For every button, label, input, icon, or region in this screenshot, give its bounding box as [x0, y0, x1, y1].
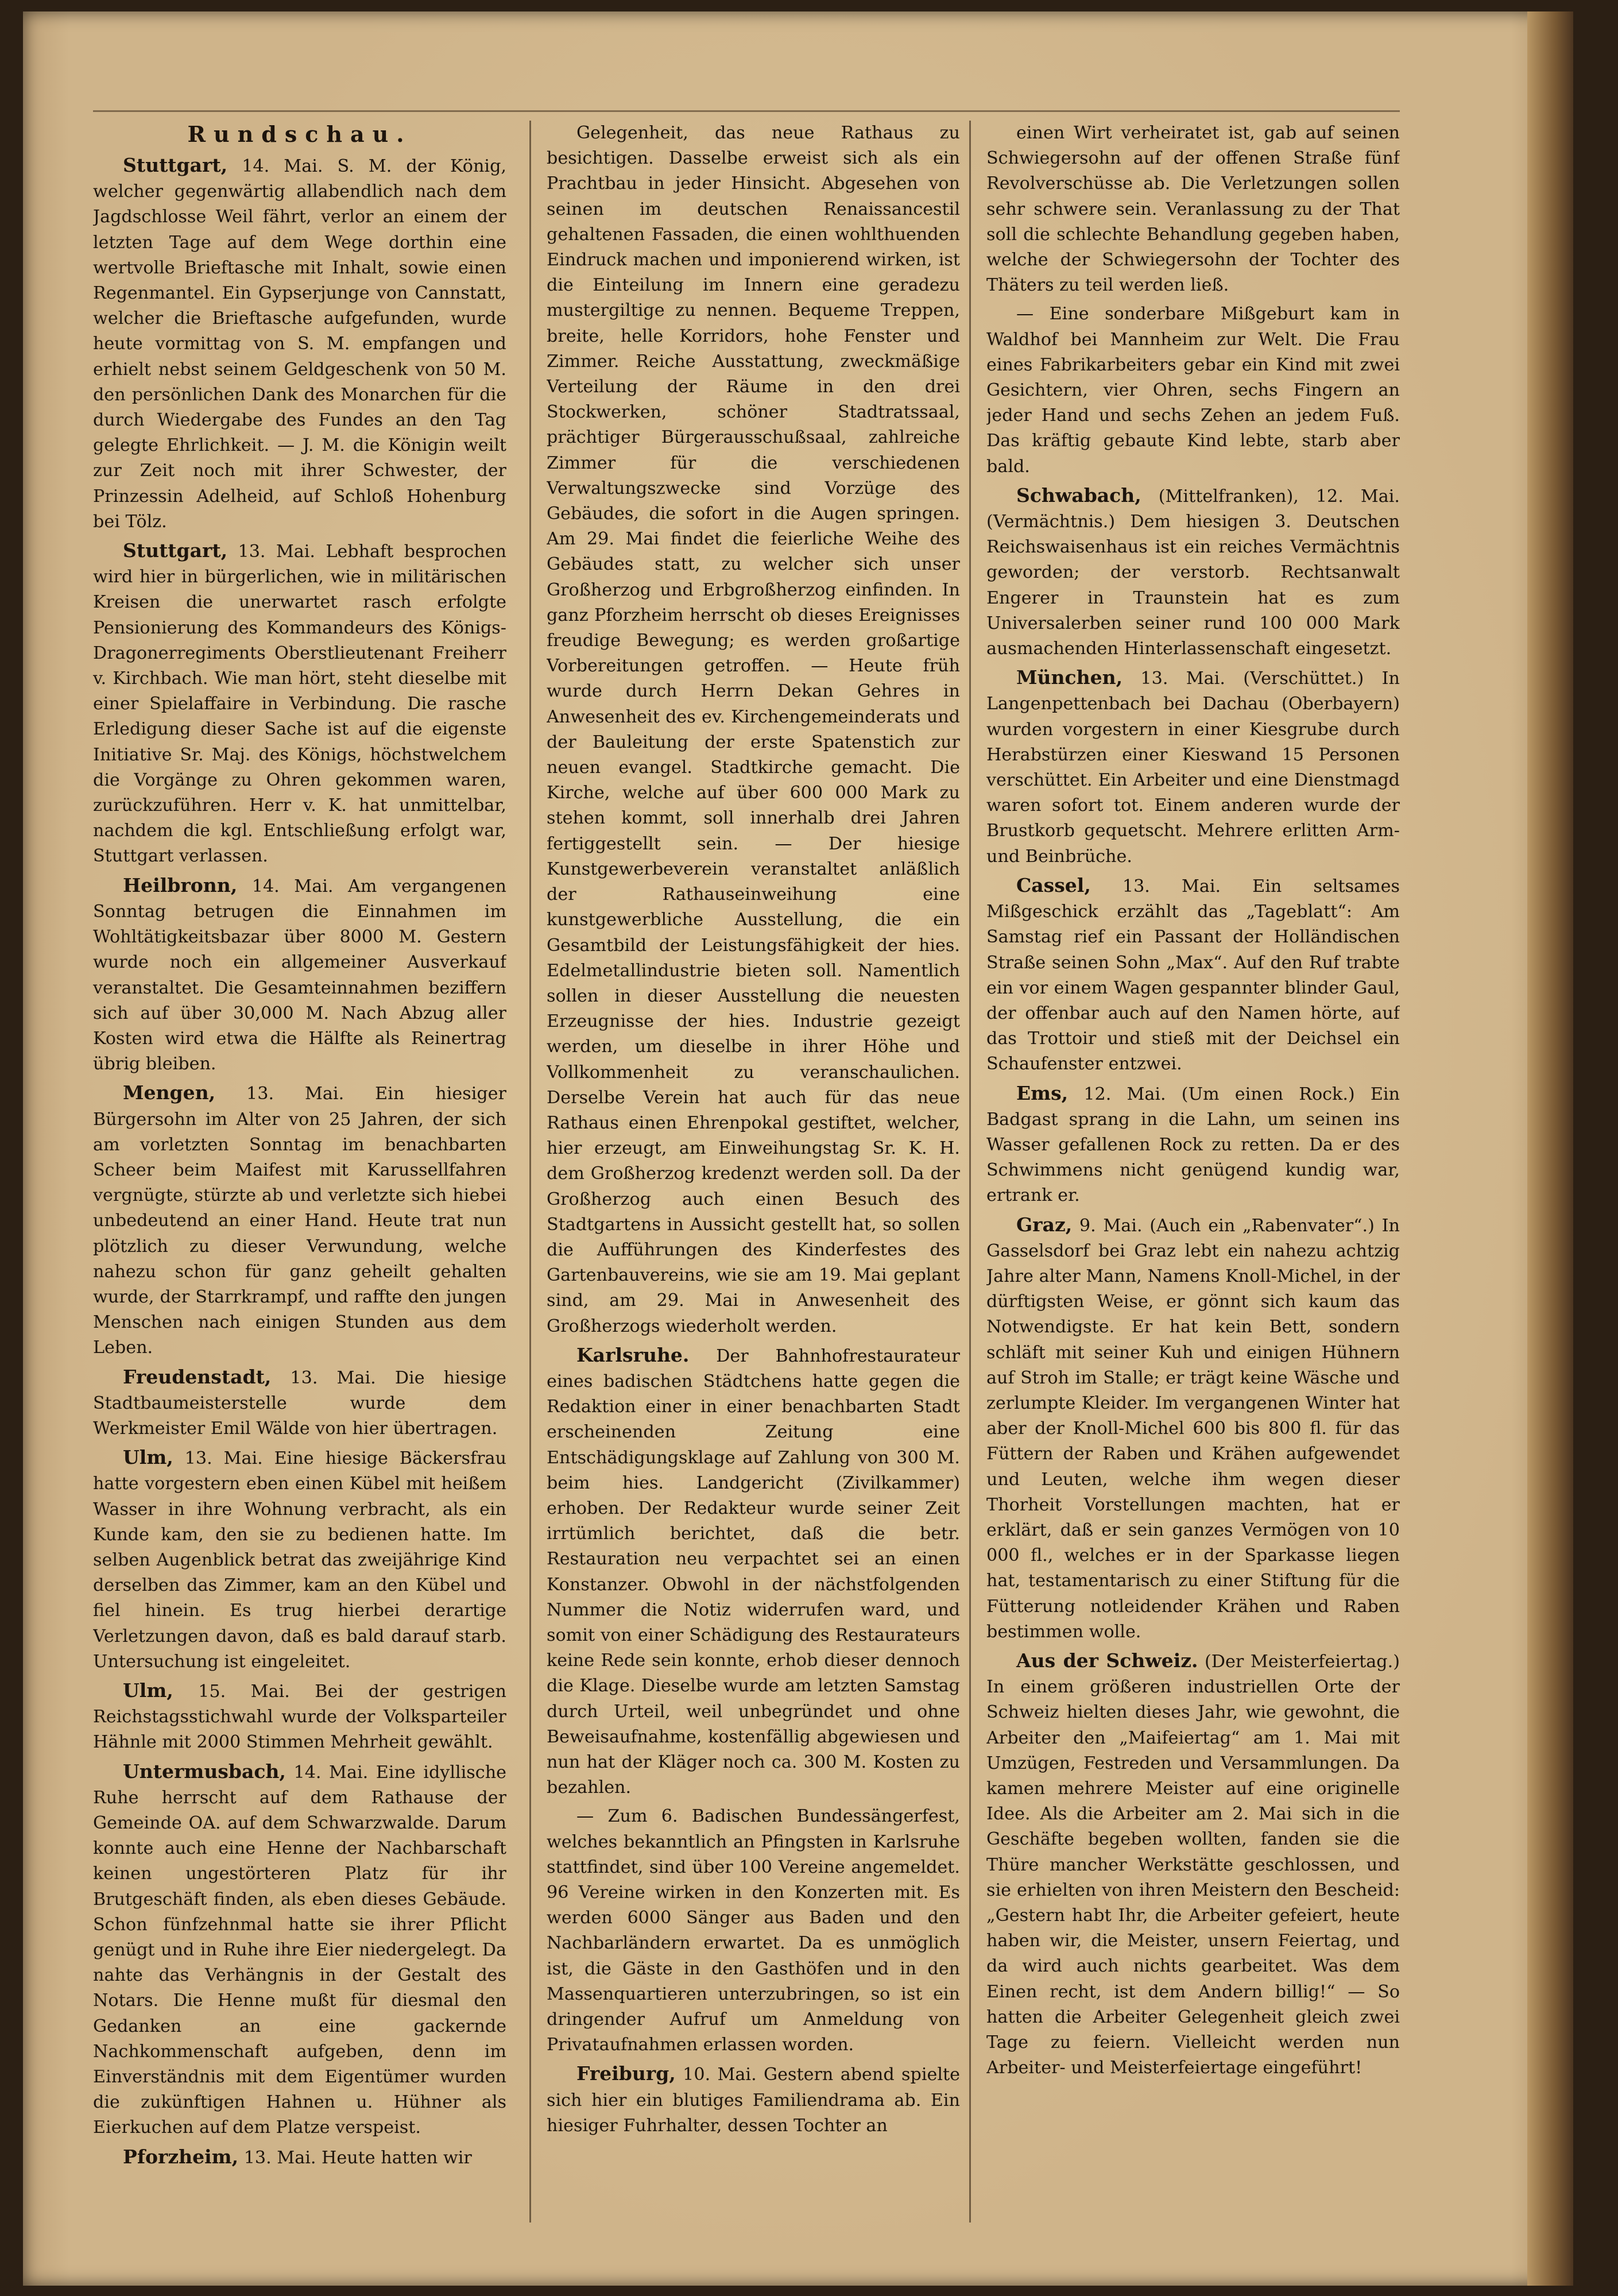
news-text: Der Bahnhofrestaurateur eines badischen Städtchens hatte gegen die Redaktion einer in einer benachbarten Stadt erscheinenden Zeitung eine Entschädigungsklage auf Zahlung von 300 M. beim hies. Landgericht (Zivilkammer) erhoben. Der Redakteur wurde seiner Zeit irrtümlich berichtet, daß die betr. Restauration neu verpachtet sei an einen Konstanzer. Obwohl in der nächstfolgenden Nummer die Notiz widerrufen ward, und somit von einer Schädigung des Restaurateurs keine Rede sein konnte, erhob dieser dennoch die Klage. Dieselbe wurde am letzten Samstag durch Urteil, weil unbegründet und ohne Beweisaufnahme, kostenfällig abgewiesen und nun hat der Kläger noch ca. 300 M. Kosten zu bezahlen.: [547, 1346, 960, 1798]
dateline: Pforzheim,: [123, 2145, 239, 2168]
column-divider-1: [529, 121, 531, 2222]
dateline: Untermusbach,: [123, 1760, 286, 1783]
dateline: Ems,: [1016, 1081, 1069, 1104]
news-item: [547, 1343, 960, 1801]
news-item: [986, 1081, 1400, 1209]
dateline: Mengen,: [123, 1081, 216, 1104]
news-text: 15. Mai. Bei der gestrigen Reichstagsstichwahl wurde der Volksparteiler Hähnle mit 2000 Stimmen Mehrheit gewählt.: [93, 1681, 506, 1753]
news-item: [93, 538, 506, 869]
news-text: Gelegenheit, das neue Rathaus zu besichtigen. Dasselbe erweist sich als ein Prachtbau in jeder Hinsicht. Abgesehen von seinen im deutschen Renaissancestil gehaltenen Fassaden, die einen wohlthuenden Eindruck machen und imponierend wirken, ist die Einteilung im Innern eine geradezu mustergiltige zu nennen. Bequeme Treppen, breite, helle Korridors, hohe Fenster und Zimmer. Reiche Ausstattung, zweckmäßige Verteilung der Räume in den drei Stockwerken, schöner Stadtratssaal, prächtiger Bürgerausschußsaal, zahlreiche Zimmer für die verschiedenen Verwaltungszwecke sind Vorzüge des Gebäudes, die sofort in die Augen springen. Am 29. Mai findet die feierliche Weihe des Gebäudes statt, zu welcher sich unser Großherzog und Erbgroßherzog einfinden. In ganz Pforzheim herrscht ob dieses Ereignisses freudige Bewegung; es werden großartige Vorbereitungen getroffen. — Heute früh wurde durch Herrn Dekan Gehres in Anwesenheit des ev. Kirchengemeinderats und der Bauleitung der erste Spatenstich zur neuen evangel. Stadtkirche gemacht. Die Kirche, welche auf über 600 000 Mark zu stehen kommt, soll innerhalb drei Jahren fertiggestellt sein. — Der hiesige Kunstgewerbeverein veranstaltet anläßlich der Rathauseinweihung eine kunstgewerbliche Ausstellung, die ein Gesamtbild der Leistungsfähigkeit der hies. Edelmetallindustrie bieten soll. Namentlich sollen in dieser Ausstellung die neuesten Erzeugnisse der hies. Industrie gezeigt werden, um dieselbe in ihrer Höhe und Vollkommenheit zu veranschaulichen. Derselbe Verein hat auch für das neue Rathaus einen Ehrenpokal gestiftet, welcher, hier erzeugt, am Einweihungstag Sr. K. H. dem Großherzog kredenzt werden soll. Da der Großherzog auch einen Besuch des Stadtgartens in Aussicht gestellt hat, so sollen die Aufführungen des Kinderfestes des Gartenbauvereins, wie sie am 19. Mai geplant sind, am 29. Mai in Anwesenheit des Großherzogs wiederholt werden.: [547, 123, 960, 1336]
news-item: [93, 2144, 506, 2171]
newspaper-page: [23, 11, 1573, 2286]
dateline: Karlsruhe.: [576, 1343, 690, 1366]
news-text: 12. Mai. (Um einen Rock.) Ein Badgast sprang in die Lahn, um seinen ins Wasser gefallenen Rock zu retten. Da er des Schwimmens nicht genügend kundig war, ertrank er.: [986, 1084, 1400, 1206]
news-item: [93, 153, 506, 535]
news-text: 13. Mai. Ein seltsames Mißgeschick erzählt das „Tageblatt“: Am Samstag rief ein Passant der Holländischen Straße seinen Sohn „Max“. Auf den Ruf trabte ein vor einem Wagen gespannter blinder Gaul, der offenbar auch auf den Namen hörte, auf das Trottoir und stieß mit der Deichsel ein Schaufenster entzwei.: [986, 876, 1400, 1074]
news-text: 13. Mai. Eine hiesige Bäckersfrau hatte vorgestern eben einen Kübel mit heißem Wasser in ihre Wohnung verbracht, als ein Kunde kam, den sie zu bedienen hatte. Im selben Augenblick betrat das zweijährige Kind derselben das Zimmer, kam an den Kübel und fiel hinein. Es trug hierbei derartige Verletzungen davon, daß es bald darauf starb. Untersuchung ist eingeleitet.: [93, 1448, 506, 1672]
news-text: 13. Mai. (Verschüttet.) In Langenpettenbach bei Dachau (Oberbayern) wurden vorgestern in einer Kiesgrube durch Herabstürzen einer Kieswand 15 Personen verschüttet. Ein Arbeiter und eine Dienstmagd waren sofort tot. Einem anderen wurde der Brustkorb gequetscht. Mehrere erlitten Arm- und Beinbrüche.: [986, 668, 1400, 867]
news-item: [93, 1080, 506, 1360]
column-3-articles: [986, 121, 1400, 2081]
news-text: 14. Mai. Am vergangenen Sonntag betrugen die Einnahmen im Wohltätigkeitsbazar über 8000 M. Gestern wurde noch ein allgemeiner Ausverkauf veranstaltet. Die Gesamteinnahmen beziffern sich auf über 30,000 M. Nach Abzug aller Kosten wird etwa die Hälfte als Reinertrag übrig bleiben.: [93, 876, 506, 1074]
news-item: [986, 665, 1400, 869]
news-item: [547, 2061, 960, 2139]
news-item: [986, 1648, 1400, 2081]
dateline: Stuttgart,: [123, 154, 228, 176]
dateline: Freiburg,: [576, 2062, 676, 2085]
section-title: Rundschau.: [187, 121, 412, 147]
dateline: Freudenstadt,: [123, 1365, 272, 1388]
news-text: 9. Mai. (Auch ein „Rabenvater“.) In Gasselsdorf bei Graz lebt ein nahezu achtzig Jahre alter Mann, Namens Knoll-Michel, in der dürftigsten Weise, er gönnt sich kaum das Notwendigste. Er hat kein Bett, sondern schläft mit seiner Kuh und einigen Hühnern auf Stroh im Stalle; er trägt keine Wäsche und zerlumpte Kleider. Im vergangenen Winter hat aber der Knoll-Michel 600 bis 800 fl. für das Füttern der Raben und Krähen aufgewendet und Leuten, welche ihm wegen dieser Thorheit Vorstellungen machten, hat er erklärt, daß er sein ganzes Vermögen von 10 000 fl., welches er in der Sparkasse liegen hat, testamentarisch zu einer Stiftung für die Fütterung notleidender Krähen und Raben bestimmen wolle.: [986, 1215, 1400, 1642]
news-text: 14. Mai. S. M. der König, welcher gegenwärtig allabendlich nach dem Jagdschlosse Weil fährt, verlor an einem der letzten Tage auf dem Wege dorthin eine wertvolle Brieftasche mit Inhalt, sowie einen Regenmantel. Ein Gypserjunge von Cannstatt, welcher die Brieftasche aufgefunden, wurde heute vormittag von S. M. empfangen und erhielt nebst seinem Geldgeschenk von 50 M. den persönlichen Dank des Monarchen für die durch Wiedergabe des Fundes an den Tag gelegte Ehrlichkeit. — J. M. die Königin weilt zur Zeit noch mit ihrer Schwester, der Prinzessin Adelheid, auf Schloß Hohenburg bei Tölz.: [93, 156, 506, 532]
news-text: — Zum 6. Badischen Bundessängerfest, welches bekanntlich an Pfingsten in Karlsruhe stattfindet, sind über 100 Vereine angemeldet. 96 Vereine wirken in den Konzerten mit. Es werden 6000 Sänger aus Baden und den Nachbarländern erwartet. Da es unmöglich ist, die Gäste in den Gasthöfen und in den Massenquartieren unterzubringen, so ist ein dringender Aufruf um Anmeldung von Privataufnahmen erlassen worden.: [547, 1806, 960, 2055]
news-item: [986, 483, 1400, 662]
news-item: [986, 873, 1400, 1077]
news-text: 13. Mai. Heute hatten wir: [243, 2147, 472, 2168]
news-text: (Mittelfranken), 12. Mai. (Vermächtnis.) Dem hiesigen 3. Deutschen Reichswaisenhaus ist ein reiches Vermächtnis geworden; der verstorb. Rechtsanwalt Engerer in Traunstein hat es zum Universalerben seiner rund 100 000 Mark ausmachenden Hinterlassenschaft eingesetzt.: [986, 486, 1400, 659]
dateline: München,: [1016, 666, 1123, 689]
dateline: Aus der Schweiz.: [1016, 1649, 1198, 1672]
dateline: Heilbronn,: [123, 873, 238, 896]
news-item: [93, 873, 506, 1077]
news-text: — Eine sonderbare Mißgeburt kam in Waldhof bei Mannheim zur Welt. Die Frau eines Fabrikarbeiters gebar ein Kind mit zwei Gesichtern, vier Ohren, sechs Fingern an jeder Hand und sechs Zehen an jedem Fuß. Das kräftig gebaute Kind lebte, starb aber bald.: [986, 304, 1400, 477]
news-text: 13. Mai. Lebhaft besprochen wird hier in bürgerlichen, wie in militärischen Kreisen die unerwartet rasch erfolgte Pensionierung des Kommandeurs des Königs-Dragonerregiments Oberstlieutenant Freiherr v. Kirchbach. Wie man hört, steht dieselbe mit einer Spielaffaire in Verbindung. Die rasche Erledigung dieser Sache ist auf die eigenste Initiative Sr. Maj. des Königs, höchstwelchem die Vorgänge zu Ohren gekommen waren, zurückzuführen. Herr v. K. hat unmittelbar, nachdem die kgl. Entschließung erfolgt war, Stuttgart verlassen.: [93, 542, 506, 867]
dateline: Stuttgart,: [123, 539, 228, 562]
news-item: [986, 1212, 1400, 1645]
news-text: 14. Mai. Eine idyllische Ruhe herrscht auf dem Rathause der Gemeinde OA. auf dem Schwarzwalde. Darum konnte auch eine Henne der Nachbarschaft keinen ungestörteren Platz für ihr Brutgeschäft finden, als eben dieses Gebäude. Schon fünfzehnmal hatte sie ihrer Pflicht genügt und in Ruhe ihre Eier niedergelegt. Da nahte das Verhängnis in der Gestalt des Notars. Die Henne mußt für diesmal den Gedanken an eine gackernde Nachkommenschaft aufgeben, denn im Einverständnis mit dem Eigentümer wurden die zukünftigen Hahnen u. Hühner als Eierkuchen auf dem Platze verspeist.: [93, 1762, 506, 2138]
column-1-articles: [93, 153, 506, 2171]
news-text: einen Wirt verheiratet ist, gab auf seinen Schwiegersohn auf der offenen Straße fünf Revolverschüsse ab. Die Verletzungen sollen sehr schwere sein. Veranlassung zu der That soll die schlechte Behandlung gegeben haben, welche der Schwiegersohn der Tochter des Thäters zu teil werden ließ.: [986, 123, 1400, 296]
dateline: Graz,: [1016, 1213, 1073, 1236]
column-3: [986, 121, 1400, 2222]
news-item: [986, 121, 1400, 298]
news-text: (Der Meisterfeiertag.) In einem größeren industriellen Orte der Schweiz hielten dieses Jahr, wie gewohnt, die Arbeiter den „Maifeiertag“ am 1. Mai mit Umzügen, Festreden und Versammlungen. Da kamen mehrere Meister auf eine originelle Idee. Als die Arbeiter am 2. Mai sich in die Geschäfte begeben wollten, fanden sie die Thüre mancher Werkstätte geschlossen, und sie erhielten von ihren Meistern den Bescheid: „Gestern habt Ihr, die Arbeiter gefeiert, heute haben wir, die Meister, unsern Feiertag, und da wird auch nichts gearbeitet. Was dem Einen recht, ist dem Andern billig!“ — So hatten die Arbeiter Gelegenheit gleich zwei Tage zu feiern. Vielleicht werden nun Arbeiter- und Meisterfeiertage eingeführt!: [986, 1651, 1400, 2078]
news-text: 13. Mai. Die hiesige Stadtbaumeisterstelle wurde dem Werkmeister Emil Wälde von hier übertragen.: [93, 1367, 506, 1439]
news-item: [93, 1445, 506, 1675]
news-item: [93, 1365, 506, 1442]
dateline: Ulm,: [123, 1446, 173, 1469]
news-text: 10. Mai. Gestern abend spielte sich hier ein blutiges Familiendrama ab. Ein hiesiger Fuhrhalter, dessen Tochter an: [547, 2065, 960, 2136]
news-item: [93, 1759, 506, 2141]
news-text: 13. Mai. Ein hiesiger Bürgersohn im Alter von 25 Jahren, der sich am vorletzten Sonntag im benachbarten Scheer beim Maifest mit Karussellfahren vergnügte, stürzte ab und verletzte sich hiebei unbedeutend an einer Hand. Heute trat nun plötzlich zu dieser Verwundung, welche nahezu schon für ganz geheilt gehalten wurde, der Starrkrampf, und raffte den jungen Menschen nach einigen Stunden aus dem Leben.: [93, 1084, 506, 1358]
page-binding-edge: [1527, 11, 1573, 2286]
dateline: Cassel,: [1016, 873, 1091, 896]
news-item: [547, 121, 960, 1339]
dateline: Ulm,: [123, 1679, 173, 1702]
column-1: [93, 121, 506, 2222]
column-2: [547, 121, 960, 2222]
header-rule: [93, 110, 1400, 112]
dateline: Schwabach,: [1016, 484, 1141, 507]
news-item: [986, 302, 1400, 479]
column-divider-2: [969, 121, 971, 2222]
news-item: [93, 1678, 506, 1756]
column-2-articles: [547, 121, 960, 2139]
news-item: [547, 1804, 960, 2058]
